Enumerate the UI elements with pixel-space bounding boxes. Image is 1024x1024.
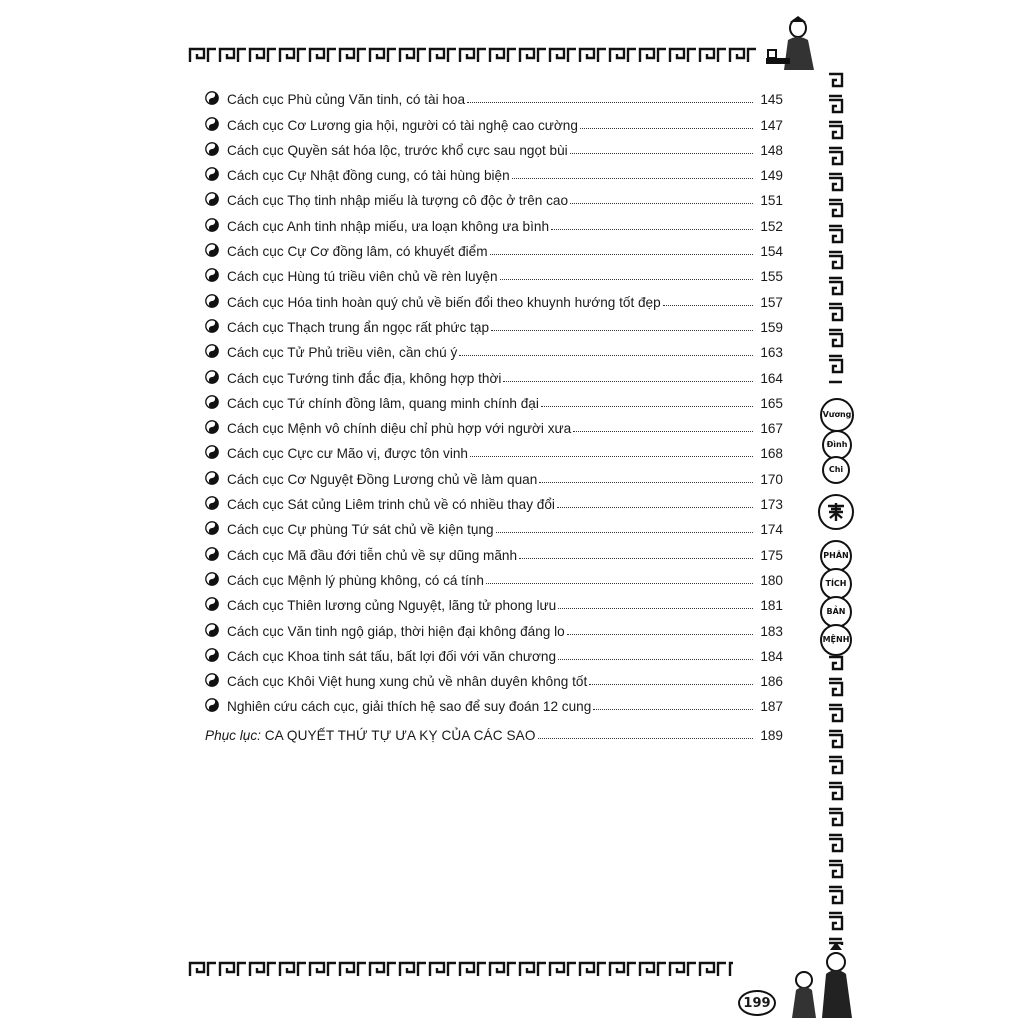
- toc-entry: [205, 664, 783, 689]
- toc-entry-title: Cách cục Thạch trung ẩn ngọc rất phức tạp: [227, 319, 489, 335]
- toc-entry-page: 168: [760, 446, 783, 462]
- toc-entry: [205, 335, 783, 360]
- yin-yang-icon: [205, 395, 219, 409]
- toc-entry-page: 145: [760, 92, 783, 108]
- dot-leader: [558, 608, 753, 609]
- toc-entry: [205, 461, 783, 486]
- yin-yang-icon: [205, 268, 219, 282]
- toc-entry-page: 173: [760, 497, 783, 513]
- yin-yang-icon: [205, 572, 219, 586]
- toc-entry-title: Cách cục Cơ Lương gia hội, người có tài nghệ cao cường: [227, 117, 578, 133]
- dot-leader: [570, 153, 753, 154]
- toc-entry-page: 157: [760, 294, 783, 310]
- toc-entry-page: 184: [760, 648, 783, 664]
- dot-leader: [470, 456, 753, 457]
- dot-leader: [539, 482, 753, 483]
- dot-leader: [663, 305, 753, 306]
- toc-entry: [205, 234, 783, 259]
- toc-entry-title: Cách cục Sát củng Liêm trinh chủ về có nhiều thay đổi: [227, 497, 555, 513]
- yin-yang-icon: [205, 445, 219, 459]
- side-tab-dinh: Đình: [822, 430, 852, 460]
- toc-entry-title: Cách cục Hóa tinh hoàn quý chủ về biến đổi theo khuynh hướng tốt đẹp: [227, 294, 661, 310]
- toc-entry-page: 148: [760, 142, 783, 158]
- toc-entry: [205, 360, 783, 385]
- yin-yang-icon: [205, 496, 219, 510]
- toc-entry-title: Nghiên cứu cách cục, giải thích hệ sao để suy đoán 12 cung: [227, 699, 592, 715]
- dot-leader: [557, 507, 753, 508]
- yin-yang-icon: [205, 218, 219, 232]
- toc-entry-title: Cách cục Tướng tinh đắc địa, không hợp thời: [227, 370, 502, 386]
- dot-leader: [589, 684, 753, 685]
- side-tab-chi: Chi: [822, 456, 850, 484]
- dot-leader: [580, 128, 753, 129]
- toc-entry-title: Cách cục Hùng tú triều viên chủ về rèn luyện: [227, 269, 498, 285]
- toc-entry-title: Cách cục Cự Cơ đồng lâm, có khuyết điểm: [227, 244, 488, 260]
- toc-entry-page: 152: [760, 218, 783, 234]
- toc-entry: [205, 133, 783, 158]
- toc-entry-page: 154: [760, 244, 783, 260]
- yin-yang-icon: [205, 420, 219, 434]
- toc-entry-page: 164: [760, 370, 783, 386]
- toc-entry: [205, 82, 783, 107]
- toc-entry-page: 155: [760, 269, 783, 285]
- toc-entry: [205, 563, 783, 588]
- yin-yang-icon: [205, 597, 219, 611]
- toc-entry: [205, 284, 783, 309]
- side-tab-phan: PHÂN: [820, 540, 852, 572]
- toc-entry-page: 174: [760, 522, 783, 538]
- dot-leader: [490, 254, 753, 255]
- emblem-icon: [818, 494, 854, 530]
- scholar-figure-illustration: [762, 14, 826, 72]
- toc-entry-title: Cách cục Thọ tinh nhập miếu là tượng cô độc ở trên cao: [227, 193, 569, 209]
- warrior-figures-illustration: [782, 940, 862, 1020]
- yin-yang-icon: [205, 319, 219, 333]
- toc-entry-page: 163: [760, 345, 783, 361]
- toc-entry-title: Cách cục Mệnh vô chính diệu chỉ phù hợp với người xưa: [227, 421, 572, 437]
- toc-entry-title: Cách cục Mệnh lý phùng không, có cá tính: [227, 572, 484, 588]
- dot-leader: [459, 355, 753, 356]
- toc-entry-page: 159: [760, 319, 783, 335]
- toc-entry-title: Cách cục Phù củng Văn tinh, có tài hoa: [227, 92, 466, 108]
- appendix-page: 189: [760, 727, 783, 743]
- side-tab-vuong: Vương: [820, 398, 854, 432]
- appendix-prefix: Phục lục:: [205, 727, 261, 743]
- toc-entry: [205, 512, 783, 537]
- toc-entry-page: 187: [760, 699, 783, 715]
- yin-yang-icon: [205, 370, 219, 384]
- toc-entry-page: 183: [760, 623, 783, 639]
- dot-leader: [496, 532, 753, 533]
- dot-leader: [567, 634, 753, 635]
- toc-entry: [205, 411, 783, 436]
- toc-entry-title: Cách cục Cực cư Mão vị, được tôn vinh: [227, 446, 468, 462]
- toc-entry-title: Cách cục Quyền sát hóa lộc, trước khổ cực sau ngọt bùi: [227, 142, 568, 158]
- toc-entry: [205, 310, 783, 335]
- toc-entry-title: Cách cục Tử Phủ triều viên, cần chú ý: [227, 345, 458, 361]
- toc-entry: [205, 183, 783, 208]
- side-tab-menh: MỆNH: [820, 624, 852, 656]
- dot-leader: [491, 330, 753, 331]
- dot-leader: [486, 583, 753, 584]
- yin-yang-icon: [205, 648, 219, 662]
- toc-entry-page: 181: [760, 598, 783, 614]
- right-greek-key-border-upper: [827, 72, 845, 384]
- table-of-contents: [205, 82, 783, 743]
- toc-entry: [205, 487, 783, 512]
- yin-yang-icon: [205, 698, 219, 712]
- yin-yang-icon: [205, 294, 219, 308]
- dot-leader: [558, 659, 753, 660]
- yin-yang-icon: [205, 547, 219, 561]
- dot-leader: [538, 738, 753, 739]
- toc-entry-page: 151: [760, 193, 783, 209]
- toc-entry: [205, 259, 783, 284]
- right-greek-key-border-lower: [827, 655, 845, 945]
- dot-leader: [573, 431, 753, 432]
- yin-yang-icon: [205, 344, 219, 358]
- toc-entry-page: 175: [760, 547, 783, 563]
- page-number: 199: [738, 990, 776, 1016]
- dot-leader: [551, 229, 753, 230]
- dot-leader: [500, 279, 753, 280]
- toc-entry: [205, 436, 783, 461]
- yin-yang-icon: [205, 521, 219, 535]
- bottom-greek-key-border: [188, 960, 733, 978]
- yin-yang-icon: [205, 192, 219, 206]
- toc-entry: [205, 639, 783, 664]
- yin-yang-icon: [205, 167, 219, 181]
- yin-yang-icon: [205, 673, 219, 687]
- toc-entry-title: Cách cục Cự phùng Tứ sát chủ về kiện tụng: [227, 522, 494, 538]
- toc-entry: [205, 537, 783, 562]
- toc-entry-title: Cách cục Mã đầu đới tiễn chủ về sự dũng mãnh: [227, 547, 518, 563]
- toc-entry-title: Cách cục Thiên lương củng Nguyệt, lãng tử phong lưu: [227, 598, 557, 614]
- toc-entry-page: 186: [760, 674, 783, 690]
- side-tab-tich: TÍCH: [820, 568, 852, 600]
- toc-entry-title: Cách cục Khôi Việt hung xung chủ về nhân duyên không tốt: [227, 674, 588, 690]
- toc-entry-page: 180: [760, 572, 783, 588]
- toc-entry-title: Cách cục Văn tinh ngộ giáp, thời hiện đại không đáng lo: [227, 623, 565, 639]
- toc-entry-title: Cách cục Tứ chính đồng lâm, quang minh chính đại: [227, 395, 539, 411]
- toc-entry-title: Cách cục Cơ Nguyệt Đồng Lương chủ về làm quan: [227, 471, 538, 487]
- toc-entry-page: 170: [760, 471, 783, 487]
- toc-entry-title: Cách cục Cự Nhật đồng cung, có tài hùng biện: [227, 168, 510, 184]
- yin-yang-icon: [205, 243, 219, 257]
- yin-yang-icon: [205, 471, 219, 485]
- toc-entry: [205, 386, 783, 411]
- toc-entry-page: 165: [760, 395, 783, 411]
- dot-leader: [519, 558, 753, 559]
- dot-leader: [503, 381, 753, 382]
- dot-leader: [541, 406, 753, 407]
- top-greek-key-border: [188, 46, 758, 64]
- dot-leader: [570, 203, 753, 204]
- toc-entry: [205, 588, 783, 613]
- toc-entry: [205, 208, 783, 233]
- dot-leader: [467, 102, 753, 103]
- dot-leader: [512, 178, 753, 179]
- toc-entry: [205, 613, 783, 638]
- toc-entry: [205, 689, 783, 714]
- toc-entry-title: Cách cục Khoa tinh sát tấu, bất lợi đối với văn chương: [227, 648, 557, 664]
- yin-yang-icon: [205, 117, 219, 131]
- dot-leader: [593, 709, 753, 710]
- yin-yang-icon: [205, 91, 219, 105]
- side-tab-ban: BẢN: [820, 596, 852, 628]
- toc-entry-page: 149: [760, 168, 783, 184]
- toc-appendix-entry: [205, 717, 783, 742]
- toc-entry-title: Cách cục Anh tinh nhập miếu, ưa loạn không ưa bình: [227, 218, 550, 234]
- toc-entry-page: 167: [760, 421, 783, 437]
- toc-entry: [205, 158, 783, 183]
- toc-entry-page: 147: [760, 117, 783, 133]
- yin-yang-icon: [205, 623, 219, 637]
- yin-yang-icon: [205, 142, 219, 156]
- appendix-title: CA QUYẾT THỨ TỰ ƯA KỴ CỦA CÁC SAO: [264, 727, 536, 743]
- toc-entry: [205, 107, 783, 132]
